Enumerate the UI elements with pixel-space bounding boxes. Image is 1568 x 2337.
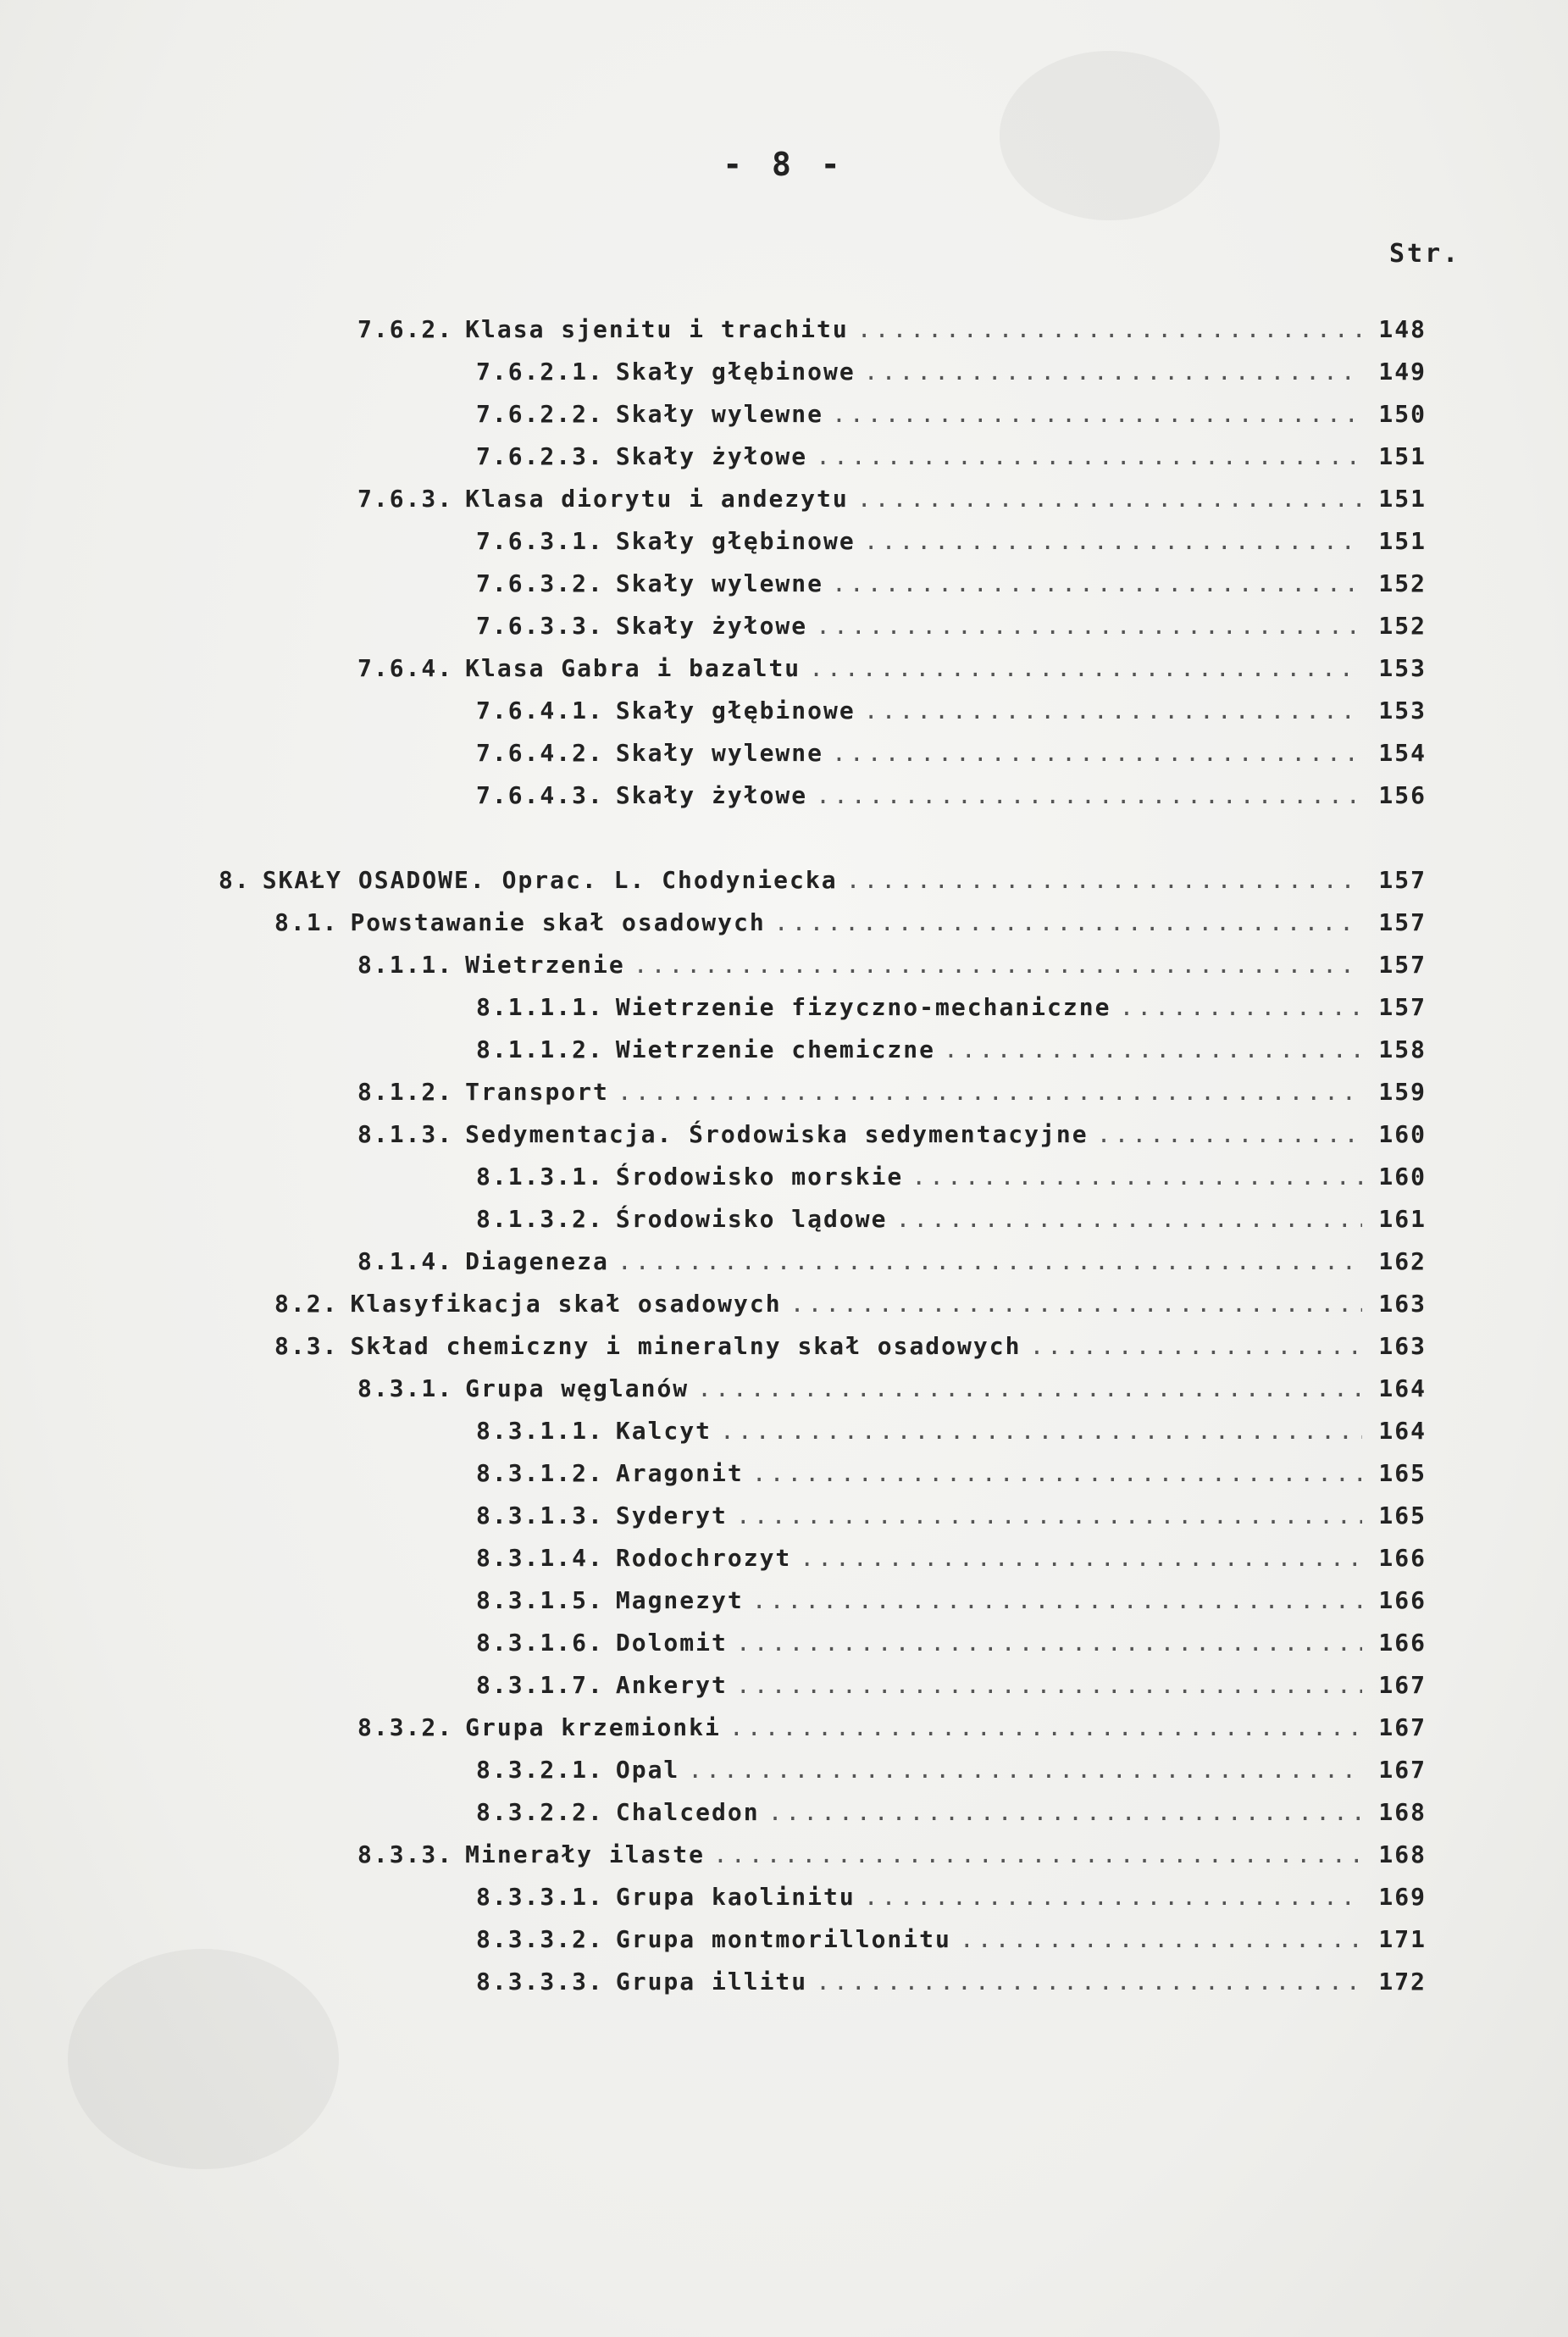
toc-entry-page: 148 [1378,315,1427,343]
toc-entry-page: 158 [1378,1035,1427,1063]
toc-entry-number: 7.6.2.1. [476,358,604,386]
toc-entry-title: Aragonit [615,1459,744,1487]
toc-entry-page: 165 [1378,1502,1427,1529]
page-column-header: Str. [1389,239,1461,269]
toc-entry-title: Ankeryt [615,1671,728,1699]
leader-dots [768,1798,1362,1826]
leader-dots [720,1417,1362,1445]
toc-entry [357,1374,1427,1412]
leader-dots [895,1205,1362,1233]
toc-entry-page: 167 [1378,1756,1427,1784]
toc-entry-number: 7.6.2. [357,315,454,343]
toc-entry-number: 8.3.1.4. [476,1544,604,1572]
toc-entry-title: Klasa sjenitu i trachitu [465,315,849,343]
toc-entry-title: Skały głębinowe [615,358,856,386]
toc-entry-title: Skały głębinowe [615,527,856,555]
toc-entry-title: Klasa diorytu i andezytu [465,485,849,513]
toc-entry-title: Wietrzenie [465,951,625,979]
leader-dots [736,1629,1362,1657]
toc-entry-page: 166 [1378,1586,1427,1614]
leader-dots [816,612,1362,640]
toc-entry-number: 7.6.4.1. [476,697,604,724]
toc-entry-title: Skały żyłowe [615,442,808,470]
toc-entry [357,1247,1427,1285]
leader-dots [697,1374,1362,1402]
toc-entry [357,485,1427,522]
toc-entry-number: 8.3.3.3. [476,1968,604,1996]
toc-entry [274,1290,1427,1327]
toc-entry-number: 8.1.4. [357,1247,454,1275]
toc-entry [357,315,1427,352]
leader-dots [832,569,1362,597]
toc-entry [476,1035,1427,1073]
leader-dots [857,315,1362,343]
paper-stain [68,1949,339,2169]
toc-entry [476,1544,1427,1581]
toc-entry-page: 166 [1378,1544,1427,1572]
toc-entry-number: 8.3.1. [357,1374,454,1402]
toc-entry [476,442,1427,480]
toc-entry-number: 7.6.3.3. [476,612,604,640]
toc-entry-number: 8.2. [274,1290,339,1318]
toc-entry [274,908,1427,946]
toc-entry [476,1417,1427,1454]
leader-dots [688,1756,1362,1784]
toc-entry-title: Wietrzenie fizyczno-mechaniczne [615,993,1111,1021]
toc-entry-page: 153 [1378,697,1427,724]
toc-entry [476,1925,1427,1962]
leader-dots [713,1840,1362,1868]
toc-entry-title: Skały wylewne [615,400,824,428]
toc-entry-title: Diageneza [465,1247,609,1275]
toc-entry-number: 8.1.1. [357,951,454,979]
toc-entry-title: Grupa montmorillonitu [615,1925,951,1953]
leader-dots [816,781,1362,809]
toc-entry-title: Skały głębinowe [615,697,856,724]
toc-entry-page: 165 [1378,1459,1427,1487]
toc-entry-page: 157 [1378,908,1427,936]
toc-entry [476,993,1427,1030]
toc-entry [476,527,1427,564]
leader-dots [832,739,1362,767]
toc-entry-title: Skały żyłowe [615,781,808,809]
toc-entry [476,1459,1427,1496]
toc-entry [476,781,1427,819]
toc-entry-page: 150 [1378,400,1427,428]
leader-dots [736,1502,1362,1529]
toc-entry [357,1840,1427,1878]
toc-entry [357,654,1427,691]
toc-entry-title: Kalcyt [615,1417,712,1445]
toc-entry-page: 168 [1378,1798,1427,1826]
toc-entry-number: 7.6.3.2. [476,569,604,597]
leader-dots [857,485,1362,513]
toc-entry-page: 162 [1378,1247,1427,1275]
toc-entry-page: 164 [1378,1417,1427,1445]
toc-entry [476,1205,1427,1242]
leader-dots [634,951,1362,979]
toc-entry-number: 7.6.4. [357,654,454,682]
page-number: - 8 - [723,146,845,183]
toc-entry-number: 8.3.1.7. [476,1671,604,1699]
toc-entry [476,1756,1427,1793]
toc-entry-title: Minerały ilaste [465,1840,706,1868]
toc-entry-title: Chalcedon [615,1798,760,1826]
toc-entry [476,569,1427,607]
toc-entry-number: 8.1.1.1. [476,993,604,1021]
leader-dots [816,1968,1362,1996]
toc-entry-title: Opal [615,1756,680,1784]
toc-entry-page: 151 [1378,442,1427,470]
toc-entry-number: 8.3.2.1. [476,1756,604,1784]
leader-dots [618,1247,1362,1275]
toc-entry-title: Skały żyłowe [615,612,808,640]
toc-chapter-entry [219,866,1427,903]
leader-dots [736,1671,1362,1699]
toc-entry-title: Grupa kaolinitu [615,1883,856,1911]
leader-dots [1119,993,1362,1021]
toc-entry-number: 8.3.2.2. [476,1798,604,1826]
toc-entry-page: 167 [1378,1713,1427,1741]
toc-entry [476,1629,1427,1666]
toc-entry-title: Środowisko lądowe [615,1205,888,1233]
leader-dots [800,1544,1362,1572]
toc-entry-title: Dolomit [615,1629,728,1657]
leader-dots [944,1035,1362,1063]
toc-entry-page: 151 [1378,485,1427,513]
leader-dots [911,1163,1362,1191]
toc-entry [476,1502,1427,1539]
toc-entry-number: 7.6.2.2. [476,400,604,428]
toc-entry-number: 7.6.3. [357,485,454,513]
toc-entry-number: 8.1.3.1. [476,1163,604,1191]
leader-dots [790,1290,1362,1318]
toc-entry-number: 7.6.4.3. [476,781,604,809]
toc-entry-page: 157 [1378,951,1427,979]
toc-entry-number: 8.3. [274,1332,339,1360]
leader-dots [846,866,1362,894]
toc-entry-title: Grupa węglanów [465,1374,690,1402]
toc-entry [476,358,1427,395]
toc-entry-page: 166 [1378,1629,1427,1657]
toc-entry-page: 163 [1378,1332,1427,1360]
toc-entry-title: Wietrzenie chemiczne [615,1035,936,1063]
toc-entry-number: 7.6.2.3. [476,442,604,470]
leader-dots [729,1713,1362,1741]
leader-dots [832,400,1362,428]
leader-dots [864,697,1362,724]
toc-entry-page: 172 [1378,1968,1427,1996]
toc-entry-title: Klasyfikacja skał osadowych [350,1290,782,1318]
toc-entry [476,612,1427,649]
toc-entry-number: 8. [219,866,251,894]
leader-dots [960,1925,1362,1953]
toc-entry-number: 8.3.1.1. [476,1417,604,1445]
toc-entry [476,739,1427,776]
toc-entry-page: 160 [1378,1163,1427,1191]
leader-dots [1097,1120,1362,1148]
toc-entry-page: 163 [1378,1290,1427,1318]
toc-entry-number: 8.3.1.5. [476,1586,604,1614]
toc-entry [476,1671,1427,1708]
toc-entry-page: 168 [1378,1840,1427,1868]
toc-entry-number: 8.3.3.2. [476,1925,604,1953]
toc-entry-title: Transport [465,1078,609,1106]
leader-dots [864,527,1362,555]
toc-entry-number: 8.1.2. [357,1078,454,1106]
toc-entry-page: 171 [1378,1925,1427,1953]
toc-entry-page: 169 [1378,1883,1427,1911]
toc-entry-page: 159 [1378,1078,1427,1106]
toc-entry-title: Rodochrozyt [615,1544,792,1572]
toc-entry-page: 164 [1378,1374,1427,1402]
toc-entry-title: Grupa illitu [615,1968,808,1996]
leader-dots [816,442,1362,470]
toc-entry [357,951,1427,988]
toc-entry-page: 153 [1378,654,1427,682]
toc-entry-title: Klasa Gabra i bazaltu [465,654,801,682]
toc-entry [476,1883,1427,1920]
toc-entry-number: 8.3.3.1. [476,1883,604,1911]
toc-entry-number: 8.1.3. [357,1120,454,1148]
toc-entry-title: Sedymentacja. Środowiska sedymentacyjne [465,1120,1089,1148]
leader-dots [809,654,1362,682]
leader-dots [774,908,1362,936]
toc-entry [274,1332,1427,1369]
toc-entry-number: 8.1. [274,908,339,936]
toc-entry [476,1586,1427,1624]
toc-entry-page: 157 [1378,993,1427,1021]
paper-stain [1000,51,1220,220]
leader-dots [864,1883,1362,1911]
toc-entry-title: Grupa krzemionki [465,1713,721,1741]
toc-entry-title: Powstawanie skał osadowych [350,908,766,936]
toc-entry-page: 149 [1378,358,1427,386]
toc-entry [357,1078,1427,1115]
toc-entry-title: Skały wylewne [615,569,824,597]
toc-entry-number: 8.3.1.3. [476,1502,604,1529]
toc-entry-page: 167 [1378,1671,1427,1699]
toc-entry [357,1120,1427,1157]
leader-dots [618,1078,1362,1106]
toc-entry [357,1713,1427,1751]
toc-entry-page: 154 [1378,739,1427,767]
leader-dots [1029,1332,1362,1360]
toc-entry-title: SKAŁY OSADOWE. Oprac. L. Chodyniecka [262,866,838,894]
toc-entry-page: 157 [1378,866,1427,894]
toc-entry-title: Skały wylewne [615,739,824,767]
toc-entry-title: Magnezyt [615,1586,744,1614]
toc-entry-page: 151 [1378,527,1427,555]
toc-entry-number: 8.3.2. [357,1713,454,1741]
leader-dots [752,1586,1362,1614]
toc-entry-number: 8.3.3. [357,1840,454,1868]
toc-entry-title: Syderyt [615,1502,728,1529]
toc-entry-page: 161 [1378,1205,1427,1233]
toc-entry [476,697,1427,734]
leader-dots [864,358,1362,386]
toc-entry-number: 8.1.1.2. [476,1035,604,1063]
toc-entry-number: 8.1.3.2. [476,1205,604,1233]
toc-entry [476,400,1427,437]
leader-dots [752,1459,1362,1487]
toc-entry-page: 152 [1378,612,1427,640]
toc-entry-title: Skład chemiczny i mineralny skał osadowych [350,1332,1022,1360]
toc-entry-title: Środowisko morskie [615,1163,904,1191]
toc-entry [476,1968,1427,2005]
toc-entry [476,1163,1427,1200]
toc-entry-page: 156 [1378,781,1427,809]
toc-entry-number: 7.6.3.1. [476,527,604,555]
toc-entry-page: 160 [1378,1120,1427,1148]
toc-entry-number: 8.3.1.2. [476,1459,604,1487]
toc-entry [476,1798,1427,1835]
toc-entry-number: 8.3.1.6. [476,1629,604,1657]
toc-entry-page: 152 [1378,569,1427,597]
toc-entry-number: 7.6.4.2. [476,739,604,767]
